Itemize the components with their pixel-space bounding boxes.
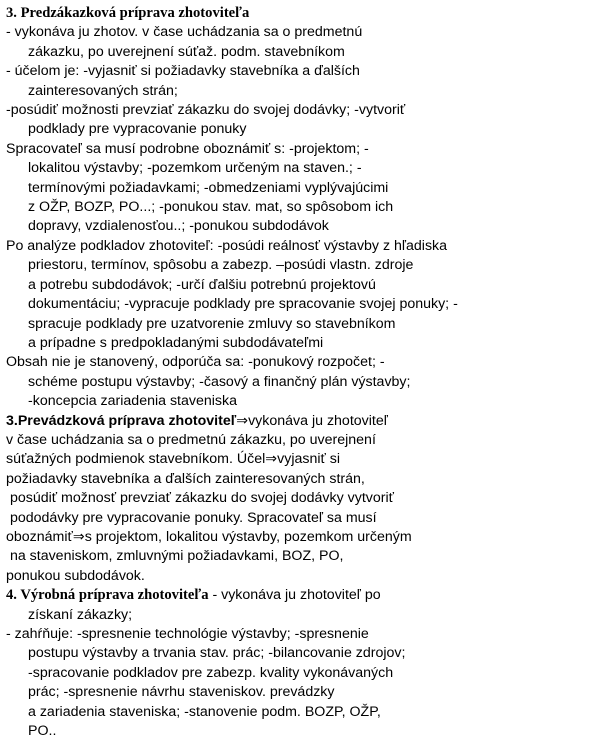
text-line: zainteresovaných strán; bbox=[28, 82, 178, 99]
text-line: ponukou subdodávok. bbox=[6, 567, 145, 584]
text-line: termínovými požiadavkami; -obmedzeniami vyplývajúcimi bbox=[28, 179, 389, 196]
text-fragment: vykonáva ju zhotoviteľ bbox=[248, 412, 388, 429]
text-fragment: súťažných podmienok stavebníkom. Účel bbox=[6, 451, 266, 468]
text-line: - vykonáva ju zhotov. v čase uchádzania sa o predmetnú bbox=[6, 24, 363, 41]
text-line: Obsah nie je stanovený, odporúča sa: -ponukový rozpočet; - bbox=[6, 354, 385, 371]
text-line: schéme postupu výstavby; -časový a finančný plán výstavby; bbox=[28, 373, 411, 390]
text-line: na staveniskom, zmluvnými požiadavkami, BOZ, PO, bbox=[6, 548, 344, 565]
text-fragment: oboznámiť bbox=[6, 528, 73, 545]
section-heading-line bbox=[6, 412, 596, 431]
implies-arrow-icon: ⇒ bbox=[72, 528, 85, 545]
text-line: lokalitou výstavby; -pozemkom určeným na staven.; - bbox=[28, 160, 362, 177]
section-heading: 3.Prevádzková príprava zhotoviteľ bbox=[6, 412, 237, 429]
text-line: postupu výstavby a trvania stav. prác; -bilancovanie zdrojov; bbox=[28, 645, 406, 662]
text-line: dopravy, vzdialenosťou..; -ponukou subdodávok bbox=[28, 218, 329, 235]
section-heading: 4. Výrobná príprava zhotoviteľa bbox=[6, 587, 209, 604]
text-line: pododávky pre vypracovanie ponuky. Spracovateľ sa musí bbox=[6, 509, 377, 526]
text-line: z OŽP, BOZP, PO...; -ponukou stav. mat, so spôsobom ich bbox=[28, 199, 394, 216]
text-line: Spracovateľ sa musí podrobne oboznámiť s: -projektom; - bbox=[6, 140, 369, 157]
text-fragment: s projektom, lokalitou výstavby, pozemkom určeným bbox=[84, 528, 412, 545]
text-line: a potrebu subdodávok; -určí ďalšiu potrebnú projektovú bbox=[28, 276, 376, 293]
text-line: spracuje podklady pre uzatvorenie zmluvy so stavebníkom bbox=[28, 315, 396, 332]
section-heading: 3. Predzákazková príprava zhotoviteľa bbox=[6, 5, 250, 21]
text-line: posúdiť možnosť prevziať zákazku do svojej dodávky vytvoriť bbox=[6, 490, 394, 507]
text-line bbox=[6, 450, 596, 469]
text-line: v čase uchádzania sa o predmetnú zákazku, po uverejnení bbox=[6, 431, 376, 448]
text-line: získaní zákazky; bbox=[28, 606, 133, 623]
text-line: -koncepcia zariadenia staveniska bbox=[28, 393, 237, 410]
text-line: a prípadne s predpokladanými subdodávateľmi bbox=[28, 334, 324, 351]
text-line: -spracovanie podkladov pre zabezp. kvality vykonávaných bbox=[28, 664, 394, 681]
text-line: zákazku, po uverejnení súťaž. podm. stavebníkom bbox=[28, 43, 345, 60]
implies-arrow-icon: ⇒ bbox=[265, 451, 278, 468]
text-line: Po analýze podkladov zhotoviteľ: -posúdi reálnosť výstavby z hľadiska bbox=[6, 237, 448, 254]
text-line: dokumentáciu; -vypracuje podklady pre spracovanie svojej ponuky; - bbox=[28, 296, 458, 313]
text-line: PO.. bbox=[28, 723, 57, 740]
text-line: priestoru, termínov, spôsobu a zabezp. –posúdi vlastn. zdroje bbox=[28, 257, 414, 274]
text-line: prác; -spresnenie návrhu staveniskov. prevádzky bbox=[28, 684, 335, 701]
text-fragment: vyjasniť si bbox=[277, 451, 341, 468]
text-line: -posúdiť možnosti prevziať zákazku do svojej dodávky; -vytvoriť bbox=[6, 102, 406, 119]
text-line: - účelom je: -vyjasniť si požiadavky stavebníka a ďalších bbox=[6, 63, 360, 80]
implies-arrow-icon: ⇒ bbox=[236, 412, 249, 429]
text-fragment: - vykonáva ju zhotoviteľ po bbox=[208, 587, 381, 604]
text-line: a zariadenia staveniska; -stanovenie podm. BOZP, OŽP, bbox=[28, 703, 381, 720]
text-line: podklady pre vypracovanie ponuky bbox=[28, 121, 247, 138]
text-line: požiadavky stavebníka a ďalších zainteresovaných strán, bbox=[6, 470, 365, 487]
text-line bbox=[6, 528, 596, 547]
section-heading-line bbox=[6, 586, 596, 605]
text-line: - zahŕňuje: -spresnenie technológie výstavby; -spresnenie bbox=[6, 626, 369, 642]
document-body bbox=[6, 4, 596, 741]
